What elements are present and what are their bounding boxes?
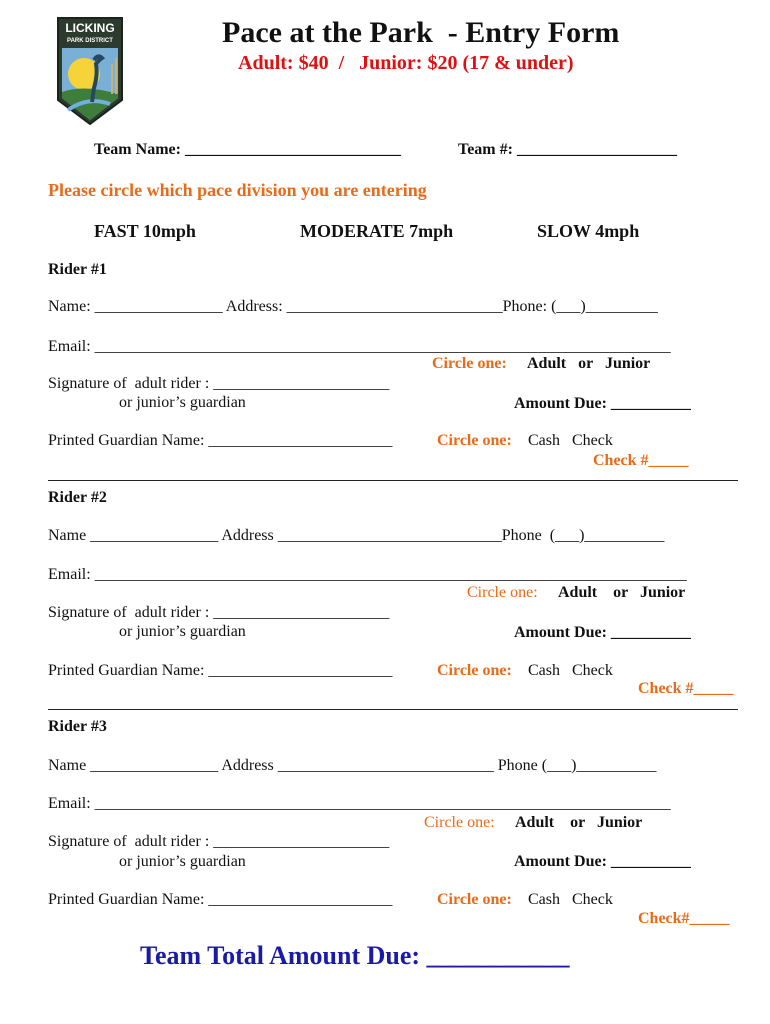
rider-2-guardian-line: or junior’s guardian	[119, 623, 246, 640]
rider-2-heading: Rider #2	[48, 489, 107, 506]
rider-2-amount-due[interactable]: Amount Due: __________	[514, 624, 691, 641]
rider-3-email-line[interactable]: Email: ________________________________________________________________________	[48, 795, 671, 812]
rider-1-email-line[interactable]: Email: ________________________________________________________________________	[48, 338, 671, 355]
team-total-amount-due[interactable]: Team Total Amount Due: ___________	[140, 941, 570, 970]
rider-3-heading: Rider #3	[48, 718, 107, 735]
rider-1-divider	[48, 480, 738, 481]
division-fast[interactable]: FAST 10mph	[94, 221, 196, 241]
division-prompt: Please circle which pace division you are entering	[48, 180, 427, 200]
rider-2-circle-label: Circle one:	[467, 584, 538, 601]
rider-1-payment-options[interactable]: Cash Check	[528, 432, 613, 449]
rider-2-email-line[interactable]: Email: __________________________________________________________________________	[48, 566, 687, 583]
rider-2-printed-guardian[interactable]: Printed Guardian Name: _______________________	[48, 662, 393, 679]
rider-1-payment-label: Circle one:	[437, 432, 512, 449]
rider-1-guardian-line: or junior’s guardian	[119, 394, 246, 411]
rider-3-check-number[interactable]: Check#_____	[638, 910, 730, 927]
rider-2-divider	[48, 709, 738, 710]
rider-1-name-line[interactable]: Name: ________________ Address: ___________________________Phone: (___)_________	[48, 298, 658, 315]
team-name-field[interactable]: Team Name: ___________________________	[94, 141, 401, 158]
division-moderate[interactable]: MODERATE 7mph	[300, 221, 454, 241]
rider-3-signature-line[interactable]: Signature of adult rider : ______________________	[48, 833, 390, 850]
rider-1-amount-due[interactable]: Amount Due: __________	[514, 395, 691, 412]
rider-1-check-number[interactable]: Check #_____	[593, 452, 689, 469]
rider-2-signature-line[interactable]: Signature of adult rider : ______________________	[48, 604, 390, 621]
division-slow[interactable]: SLOW 4mph	[537, 221, 640, 241]
rider-1-printed-guardian[interactable]: Printed Guardian Name: _______________________	[48, 432, 393, 449]
rider-3-amount-due[interactable]: Amount Due: __________	[514, 853, 691, 870]
rider-1-age-options[interactable]: Adult or Junior	[527, 355, 651, 372]
licking-park-district-logo	[54, 14, 126, 128]
rider-3-name-line[interactable]: Name ________________ Address ___________________________ Phone (___)__________	[48, 757, 657, 774]
rider-1-signature-line[interactable]: Signature of adult rider : ______________________	[48, 375, 390, 392]
rider-3-printed-guardian[interactable]: Printed Guardian Name: _______________________	[48, 891, 393, 908]
team-number-field[interactable]: Team #: ____________________	[458, 141, 677, 158]
rider-3-age-options[interactable]: Adult or Junior	[515, 814, 643, 831]
rider-2-age-options[interactable]: Adult or Junior	[558, 584, 686, 601]
rider-2-payment-label: Circle one:	[437, 662, 512, 679]
form-title: Pace at the Park - Entry Form	[222, 16, 620, 49]
rider-3-circle-label: Circle one:	[424, 814, 495, 831]
rider-3-payment-label: Circle one:	[437, 891, 512, 908]
rider-1-heading: Rider #1	[48, 261, 107, 278]
rider-2-check-number[interactable]: Check #_____	[638, 680, 734, 697]
rider-3-guardian-line: or junior’s guardian	[119, 853, 246, 870]
rider-2-name-line[interactable]: Name ________________ Address ____________________________Phone (___)__________	[48, 527, 665, 544]
svg-text:LICKING: LICKING	[65, 21, 115, 35]
rider-1-circle-label: Circle one:	[432, 355, 507, 372]
svg-text:PARK DISTRICT: PARK DISTRICT	[67, 38, 113, 44]
rider-2-payment-options[interactable]: Cash Check	[528, 662, 613, 679]
rider-3-payment-options[interactable]: Cash Check	[528, 891, 613, 908]
pricing-subtitle: Adult: $40 / Junior: $20 (17 & under)	[238, 52, 574, 74]
